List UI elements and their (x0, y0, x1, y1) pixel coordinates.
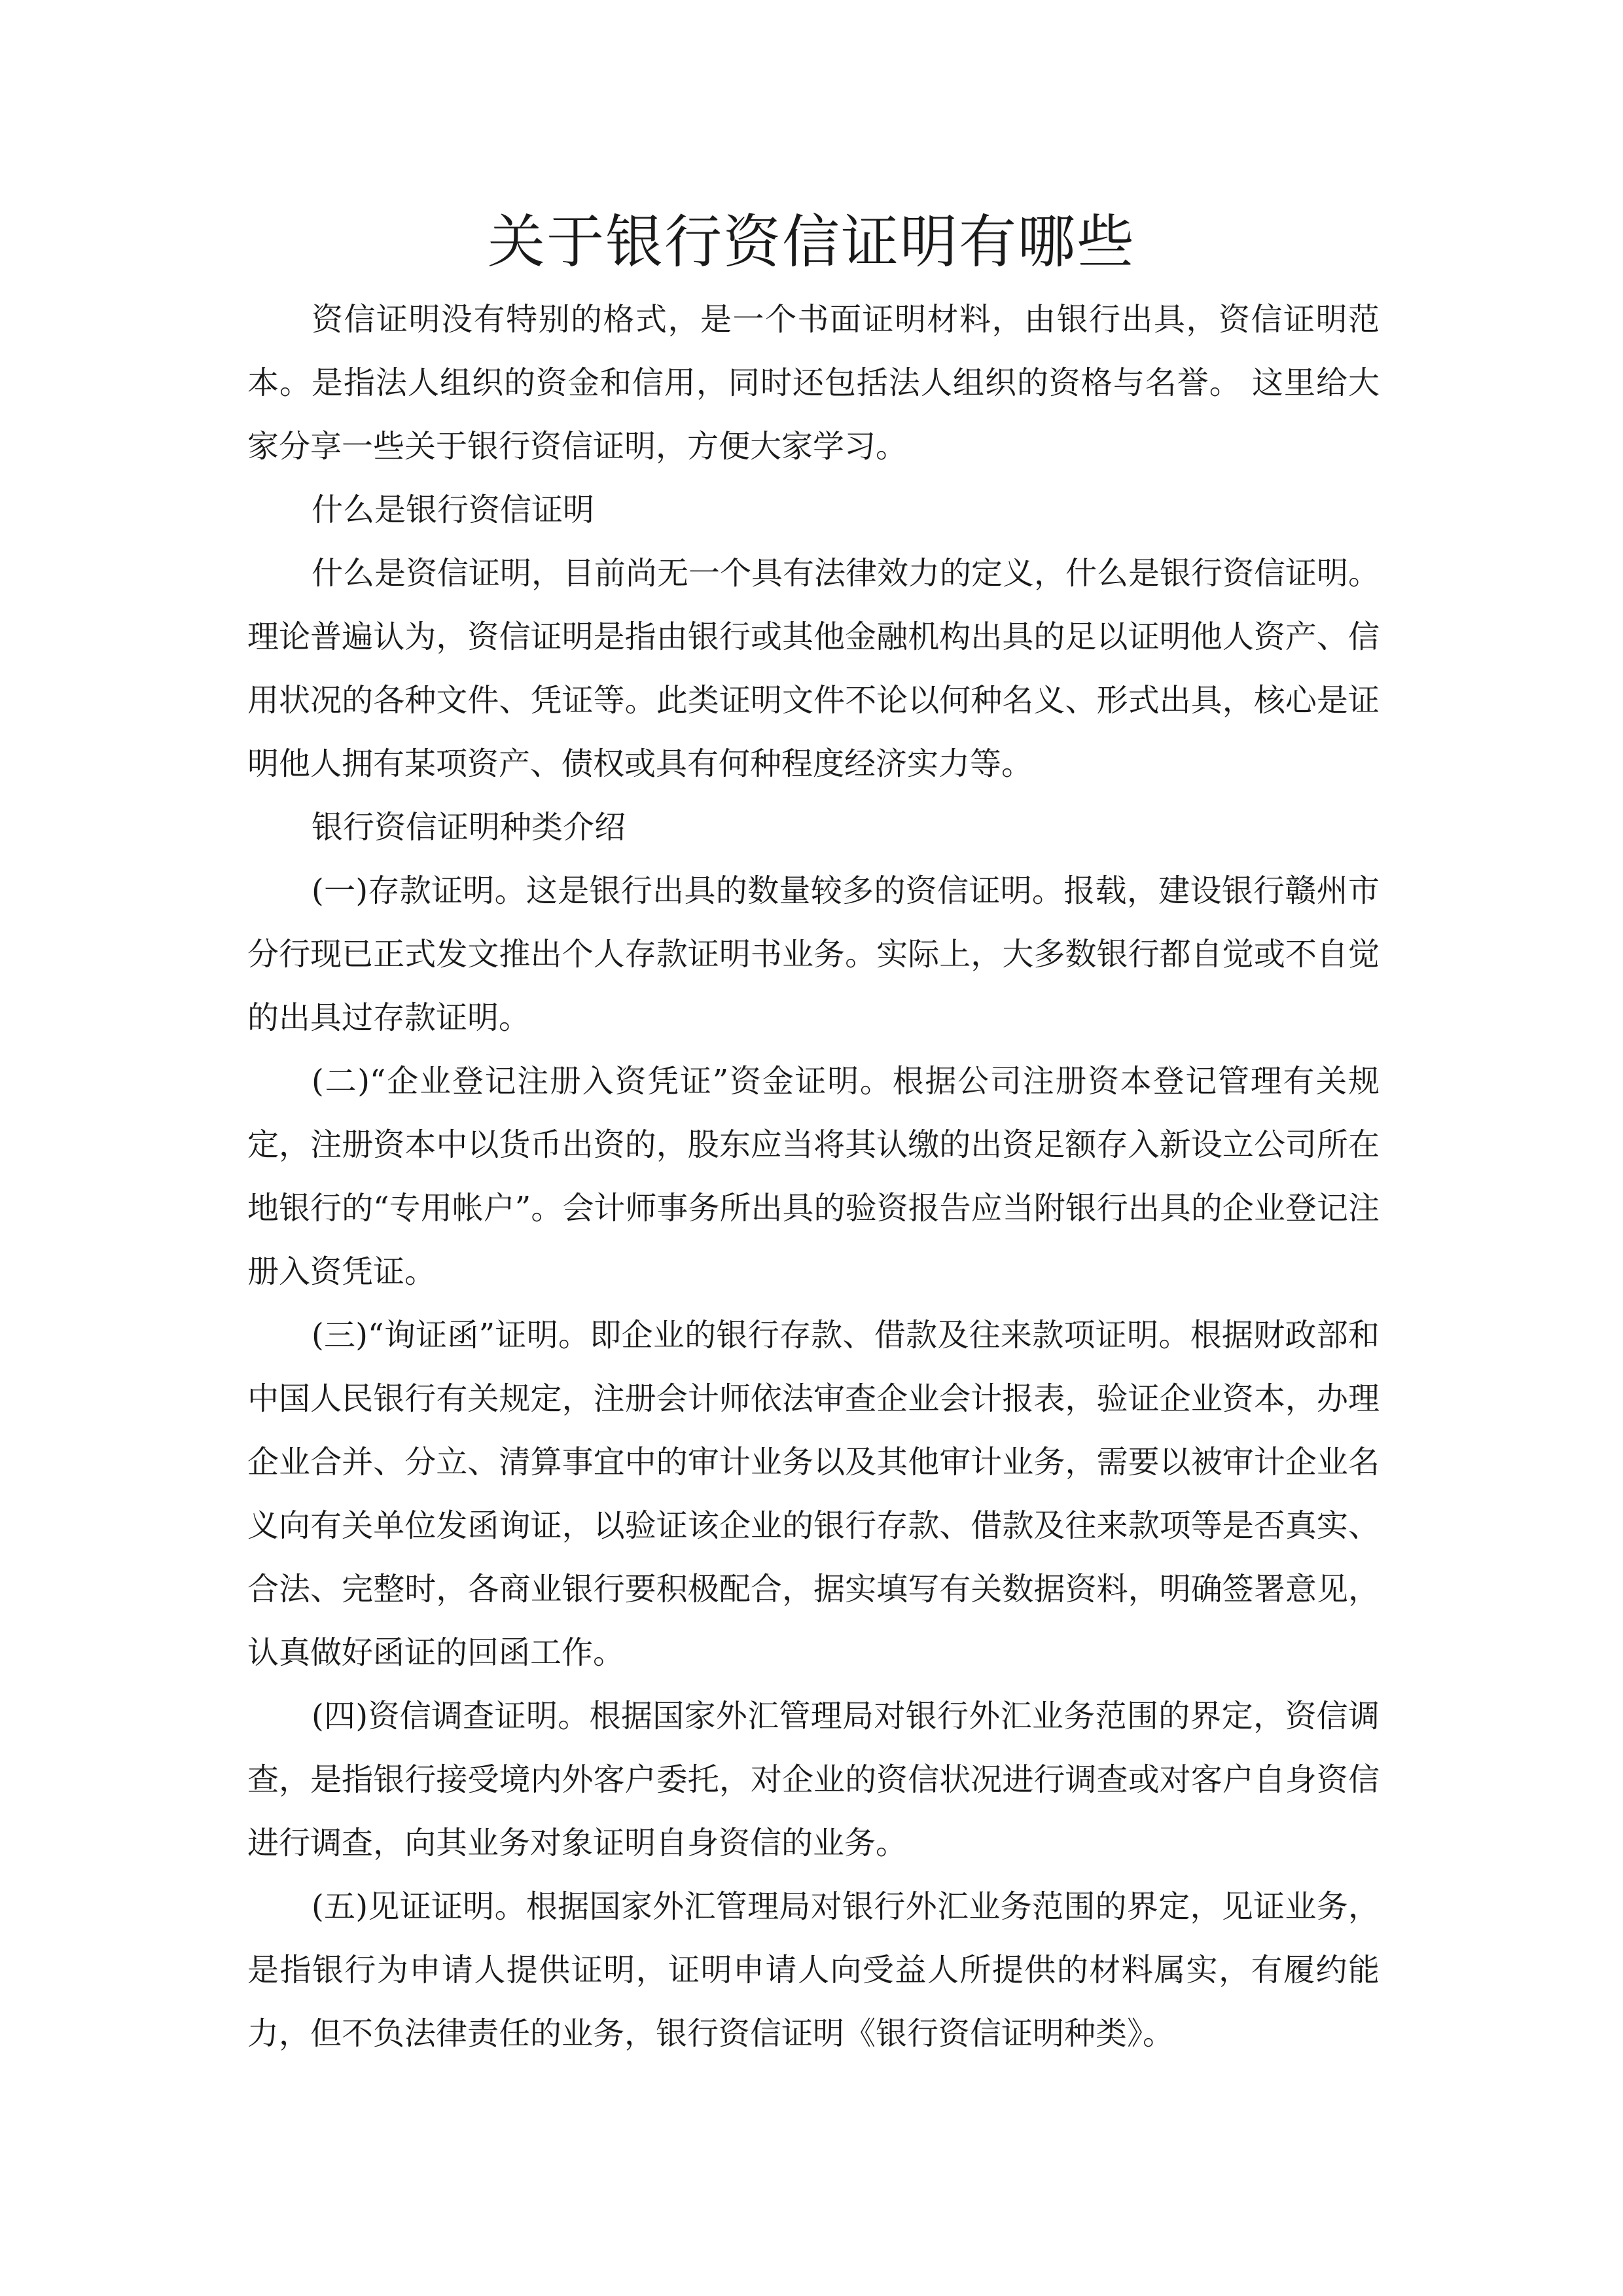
document-body (247, 288, 1380, 2066)
paragraph-definition: 什么是资信证明，目前尚无一个具有法律效力的定义，什么是银行资信证明。理论普遍认为，资信证明是指由银行或其他金融机构出具的足以证明他人资产、信用状况的各种文件、凭证等。此类证明文件不论以何种名义、形式出具，核心是证明他人拥有某项资产、债权或具有何种程度经济实力等。 (247, 555, 1380, 782)
section-heading-what-is: 什么是银行资信证明 (312, 492, 595, 528)
paragraph-type-3: (三)“询证函”证明。即企业的银行存款、借款及往来款项证明。根据财政部和中国人民银行有关规定，注册会计师依法审查企业会计报表，验证企业资本，办理企业合并、分立、清算事宜中的审计业务以及其他审计业务，需要以被审计企业名义向有关单位发函询证，以验证该企业的银行存款、借款及往来款项等是否真实、合法、完整时，各商业银行要积极配合，据实填写有关数据资料，明确签署意见，认真做好函证的回函工作。 (247, 1317, 1380, 1671)
paragraph-type-4: (四)资信调查证明。根据国家外汇管理局对银行外汇业务范围的界定，资信调查，是指银行接受境内外客户委托，对企业的资信状况进行调查或对客户自身资信进行调查，向其业务对象证明自身资信的业务。 (247, 1698, 1380, 1861)
paragraph-type-5: (五)见证证明。根据国家外汇管理局对银行外汇业务范围的界定，见证业务，是指银行为申请人提供证明，证明申请人向受益人所提供的材料属实，有履约能力，但不负法律责任的业务，银行资信证明《银行资信证明种类》。 (247, 1888, 1380, 2052)
paragraph-type-1: (一)存款证明。这是银行出具的数量较多的资信证明。报载，建设银行赣州市分行现已正式发文推出个人存款证明书业务。实际上，大多数银行都自觉或不自觉的出具过存款证明。 (247, 872, 1380, 1036)
section-heading-types: 银行资信证明种类介绍 (312, 809, 626, 846)
paragraph-type-2: (二)“企业登记注册入资凭证”资金证明。根据公司注册资本登记管理有关规定，注册资本中以货币出资的，股东应当将其认缴的出资足额存入新设立公司所在地银行的“专用帐户”。会计师事务所出具的验资报告应当附银行出具的企业登记注册入资凭证。 (247, 1063, 1380, 1290)
document-title: 关于银行资信证明有哪些 (487, 208, 1135, 276)
paragraph-intro: 资信证明没有特别的格式，是一个书面证明材料，由银行出具，资信证明范本。是指法人组织的资金和信用，同时还包括法人组织的资格与名誉。 这里给大家分享一些关于银行资信证明，方便大家学习。 (247, 301, 1380, 465)
